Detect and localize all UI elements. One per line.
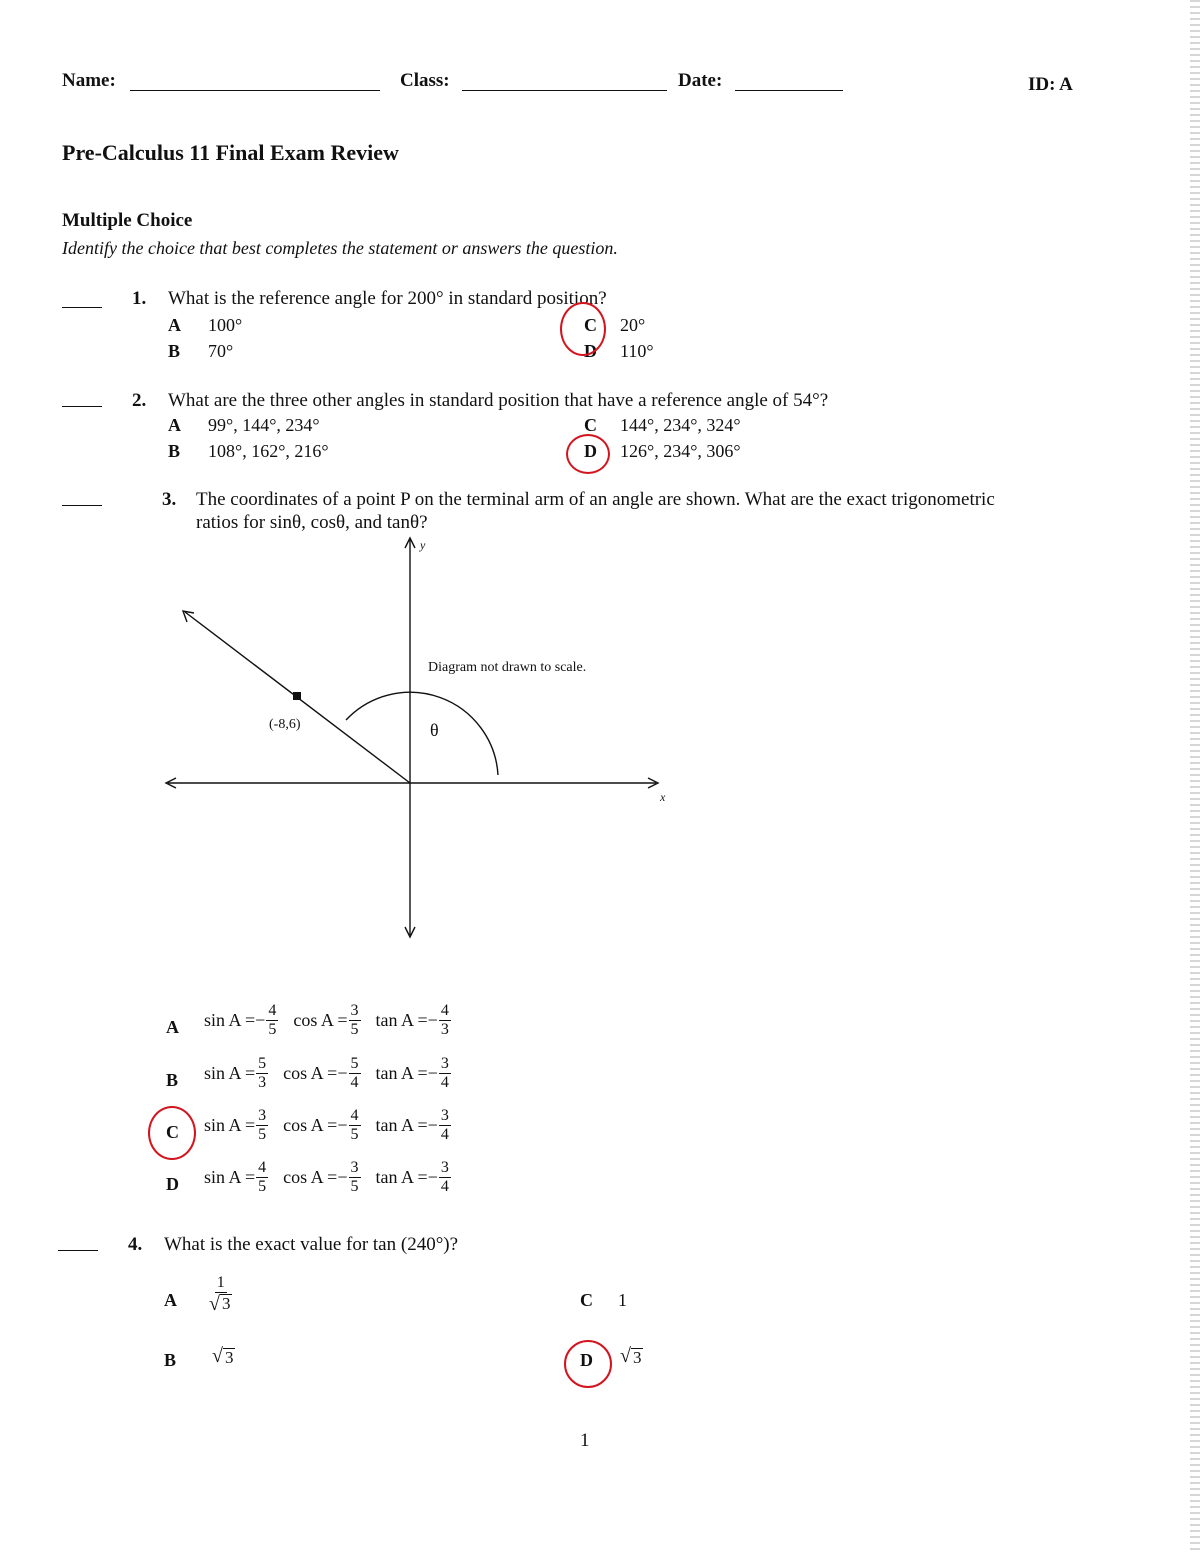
point-label: (-8,6) bbox=[269, 717, 301, 732]
option-d-ratios bbox=[204, 1160, 452, 1195]
fraction: $\frac{3}{4}$ bbox=[440, 1159, 449, 1195]
option-label: B bbox=[164, 1350, 177, 1370]
fraction: 1 √ 3 bbox=[209, 1274, 231, 1315]
sign: − bbox=[427, 1115, 438, 1135]
option-text: 144°, 234°, 324° bbox=[620, 415, 741, 435]
fn-label: tan A = bbox=[375, 1115, 428, 1135]
question-number: 4. bbox=[128, 1234, 143, 1255]
fn-label: sin A = bbox=[204, 1115, 256, 1135]
fraction: $\frac{4}{5}$ bbox=[258, 1159, 267, 1195]
scan-edge bbox=[1190, 0, 1200, 1552]
option-label: B bbox=[166, 1070, 179, 1090]
diagram-note: Diagram not drawn to scale. bbox=[428, 660, 587, 675]
option-a-ratios bbox=[204, 1003, 452, 1038]
option-text: 126°, 234°, 306° bbox=[620, 441, 741, 461]
y-axis-label: y bbox=[420, 538, 426, 552]
sign: − bbox=[337, 1115, 348, 1135]
fn-label: cos A = bbox=[283, 1167, 338, 1187]
fn-label: sin A = bbox=[204, 1063, 256, 1083]
option-label: C bbox=[580, 1290, 593, 1310]
section-heading: Multiple Choice bbox=[62, 210, 193, 231]
fraction: $\frac{4}{5}$ bbox=[268, 1002, 277, 1038]
option-text: 1 bbox=[618, 1290, 627, 1310]
square-root: √ 3 bbox=[212, 1345, 234, 1368]
option-text: 99°, 144°, 234° bbox=[208, 415, 320, 435]
fraction: $\frac{5}{3}$ bbox=[258, 1055, 267, 1091]
answer-circle-q3 bbox=[148, 1106, 196, 1160]
option-label: C bbox=[584, 415, 597, 435]
fn-label: cos A = bbox=[293, 1010, 348, 1030]
option-label: A bbox=[168, 415, 181, 435]
sign: − bbox=[337, 1167, 348, 1187]
sign: − bbox=[255, 1010, 266, 1030]
option-text: 20° bbox=[620, 315, 646, 335]
date-label: Date: bbox=[678, 70, 723, 91]
fraction: $\frac{3}{4}$ bbox=[440, 1055, 449, 1091]
fn-label: cos A = bbox=[283, 1063, 338, 1083]
class-label: Class: bbox=[400, 70, 450, 91]
question-text: What are the three other angles in standard position that have a reference angle of 54°? bbox=[168, 390, 829, 411]
angle-label: θ bbox=[430, 720, 439, 740]
sign: − bbox=[427, 1010, 438, 1030]
option-label: D bbox=[584, 341, 597, 361]
answer-blank-4[interactable] bbox=[58, 1250, 98, 1251]
option-text: 100° bbox=[208, 315, 243, 335]
option-c-ratios bbox=[204, 1108, 452, 1143]
fn-label: cos A = bbox=[283, 1115, 338, 1135]
name-label: Name: bbox=[62, 70, 116, 91]
option-label: C bbox=[584, 315, 597, 335]
option-d-value bbox=[620, 1345, 643, 1368]
page-number: 1 bbox=[580, 1430, 590, 1451]
option-label: D bbox=[166, 1174, 179, 1194]
question-text: What is the reference angle for 200° in standard position? bbox=[168, 288, 607, 309]
fraction: $\frac{3}{4}$ bbox=[440, 1107, 449, 1143]
id-label: ID: A bbox=[1028, 74, 1073, 95]
fraction: $\frac{3}{5}$ bbox=[350, 1002, 359, 1038]
fn-label: tan A = bbox=[375, 1167, 428, 1187]
option-text: 70° bbox=[208, 341, 234, 361]
option-label: D bbox=[584, 441, 597, 461]
terminal-arm-arrow bbox=[183, 611, 194, 622]
section-instructions: Identify the choice that best completes the statement or answers the question. bbox=[62, 238, 618, 258]
angle-arc bbox=[346, 692, 498, 775]
question-text-line2: ratios for sinθ, cosθ, and tanθ? bbox=[196, 512, 428, 533]
question-number: 1. bbox=[132, 288, 147, 309]
option-label: D bbox=[580, 1350, 593, 1370]
question-text-line1: The coordinates of a point P on the terminal arm of an angle are shown. What are the exact trigonometric bbox=[196, 489, 995, 510]
option-label: C bbox=[166, 1122, 179, 1142]
question-text: What is the exact value for tan (240°)? bbox=[164, 1234, 459, 1255]
square-root: √ 3 bbox=[209, 1293, 231, 1315]
option-label: B bbox=[168, 341, 181, 361]
fraction: $\frac{4}{5}$ bbox=[350, 1107, 359, 1143]
sign: − bbox=[427, 1167, 438, 1187]
sign: − bbox=[337, 1063, 348, 1083]
fraction: $\frac{4}{3}$ bbox=[440, 1002, 449, 1038]
fn-label: tan A = bbox=[375, 1010, 428, 1030]
sign: − bbox=[427, 1063, 438, 1083]
option-b-ratios bbox=[204, 1056, 452, 1091]
option-label: B bbox=[168, 441, 181, 461]
square-root: √ 3 bbox=[620, 1345, 642, 1368]
option-a-value bbox=[208, 1275, 233, 1314]
page-title: Pre-Calculus 11 Final Exam Review bbox=[62, 140, 399, 165]
question-number: 3. bbox=[162, 489, 177, 510]
option-label: A bbox=[166, 1017, 179, 1037]
fraction: $\frac{3}{5}$ bbox=[350, 1159, 359, 1195]
fn-label: sin A = bbox=[204, 1167, 256, 1187]
option-text: 108°, 162°, 216° bbox=[208, 441, 329, 461]
option-label: A bbox=[164, 1290, 177, 1310]
option-label: A bbox=[168, 315, 181, 335]
fraction: $\frac{3}{5}$ bbox=[258, 1107, 267, 1143]
fraction: $\frac{5}{4}$ bbox=[350, 1055, 359, 1091]
question-number: 2. bbox=[132, 390, 147, 411]
fn-label: tan A = bbox=[375, 1063, 428, 1083]
option-b-value bbox=[212, 1345, 235, 1368]
fn-label: sin A = bbox=[204, 1010, 256, 1030]
point-p bbox=[293, 692, 301, 700]
answer-circle-q4 bbox=[564, 1340, 612, 1388]
x-axis-label: x bbox=[660, 790, 666, 804]
option-text: 110° bbox=[620, 341, 654, 361]
